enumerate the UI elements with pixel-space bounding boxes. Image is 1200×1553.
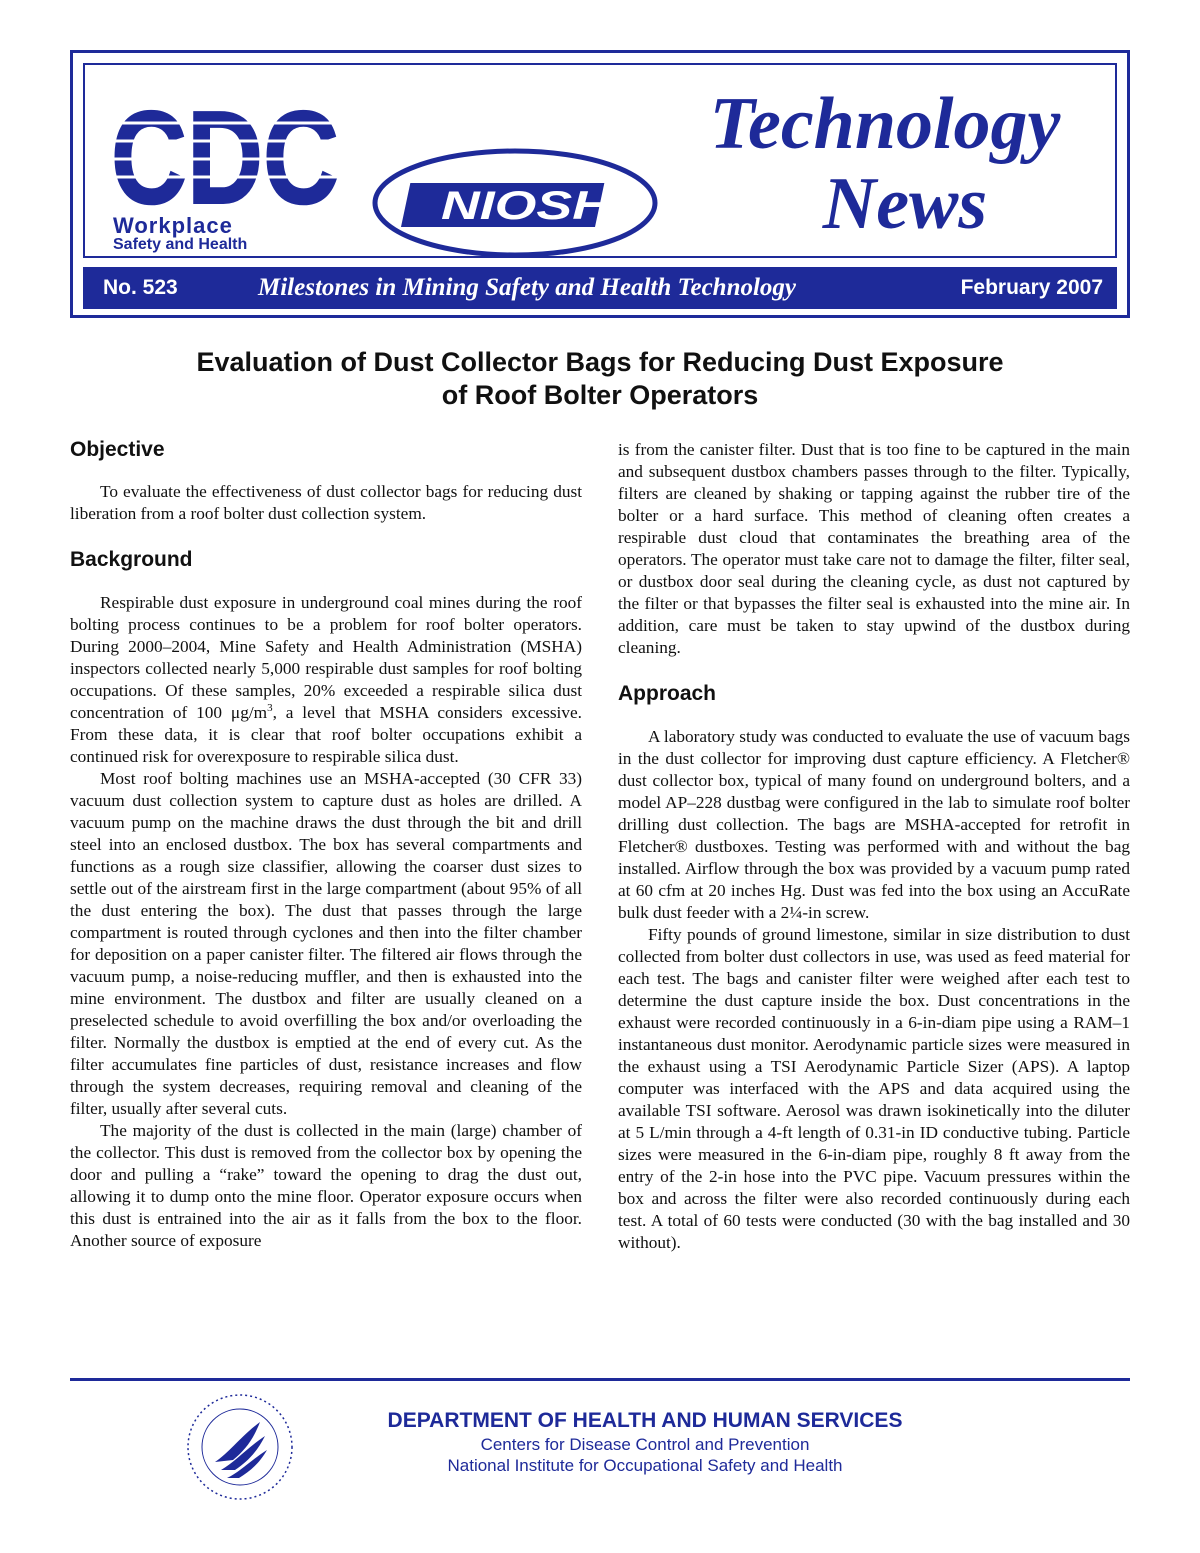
workplace-safety-label (113, 215, 247, 253)
background-paragraph-1 (70, 592, 582, 768)
masthead (70, 50, 1130, 318)
background-p1-text-b: , a level that MSHA considers excessive. From these data, it is clear that roof bolter occupations exhibit a continued risk for overexposure to respirable silica dust. (70, 703, 582, 766)
footer-cdc: Centers for Disease Control and Prevention (480, 1435, 810, 1455)
svg-text:NIOSH: NIOSH (441, 184, 613, 228)
footer-department: DEPARTMENT OF HEALTH AND HUMAN SERVICES (387, 1409, 903, 1432)
article-title (70, 346, 1130, 412)
footer-niosh: National Institute for Occupational Safety and Health (447, 1455, 843, 1475)
background-p1-text-a: Respirable dust exposure in underground coal mines during the roof bolting process continues to be a problem for roof bolter operators. During 2000–2004, Mine Safety and Health Administration (MSHA) inspectors collected nearly 5,000 respirable dust samples for roof bolting occupations. Of these samples, 20% exceeded a respirable silica dust concentration of 100 μg/m (70, 593, 582, 722)
tagline: Milestones in Mining Safety and Health Technology (258, 274, 797, 301)
objective-paragraph: To evaluate the effectiveness of dust collector bags for reducing dust liberation from a roof bolter dust collection system. (70, 482, 582, 523)
background-paragraph-3-continued: is from the canister filter. Dust that is too fine to be captured in the main and subsequent dustbox chambers passes through to the filter. Typically, filters are cleaned by shaking or tapping against the rubber tire of the bolter or a hard surface. This method of cleaning often creates a respirable dust cloud that contaminates the breathing area of the operators. The operator must take care not to damage the filter, filter seal, or dustbox door seal during the cleaning cycle, as dust not captured by the filter or that bypasses the filter seal is exhausted into the mine air. In addition, care must be taken to stay upwind of the dustbox during cleaning. (618, 440, 1130, 657)
objective-heading: Objective (70, 438, 165, 461)
footer-divider (70, 1378, 1130, 1381)
cdc-logo (109, 95, 341, 219)
article-title-line2: of Roof Bolter Operators (441, 380, 759, 410)
approach-paragraph-2: Fifty pounds of ground limestone, similar in size distribution to dust collected from bolter dust collectors in use, was used as feed material for each test. The bags and canister filter were weighed after each test to determine the dust capture inside the box. Dust concentrations in the exhaust were recorded continuously in a 6-in-diam pipe using a RAM–1 instantaneous dust monitor. Aerodynamic particle sizes were measured in the exhaust using a TSI Aerodynamic Particle Sizer (APS). A laptop computer was interfaced with the APS and data acquired using the available TSI software. Aerosol was drawn isokinetically into the diluter at 5 L/min through a 4-ft length of 0.31-in ID conductive tubing. Particle sizes were measured in the 6-in-diam pipe, roughly 8 ft away from the entry of the 2-in hose into the PVC pipe. Vacuum pressures within the box and across the filter were also recorded continuously during each test. A total of 60 tests were conducted (30 with the bag installed and 30 without). (618, 925, 1130, 1252)
article-title-line1: Evaluation of Dust Collector Bags for Reducing Dust Exposure (196, 347, 1004, 377)
left-column (70, 436, 582, 1252)
background-paragraph-3: The majority of the dust is collected in the main (large) chamber of the collector. This dust is removed from the collector box by opening the door and pulling a “rake” toward the opening to drag the dust out, allowing it to dump onto the mine floor. Operator exposure occurs when this dust is entrained into the air as it falls from the box to the floor. Another source of exposure (70, 1121, 582, 1250)
niosh-logo (370, 147, 660, 259)
title-news: News (822, 163, 988, 245)
issue-number: No. 523 (103, 276, 178, 299)
background-heading: Background (70, 548, 193, 571)
masthead-bar (83, 267, 1117, 309)
workplace-line2: Safety and Health (113, 236, 248, 253)
background-paragraph-2: Most roof bolting machines use an MSHA-accepted (30 CFR 33) vacuum dust collection system to capture dust as holes are drilled. A vacuum pump on the machine draws the dust through the bit and drill steel into an enclosed dustbox. The box has several compartments and functions as a rough size classifier, allowing the coarser dust sizes to settle out of the airstream first in the large compartment (about 95% of all the dust entering the box). The dust that passes through the large compartment is routed through cyclones and then into the filter chamber for deposition on a paper canister filter. The filtered air flows through the vacuum pump, a noise-reducing muffler, and then is exhausted into the mine environment. The dustbox and filter are usually cleaned on a preselected schedule to avoid overfilling the box and/or overloading the filter. Normally the dustbox is emptied at the end of every cut. As the filter accumulates fine particles of dust, resistance increases and flow through the system decreases, requiring removal and cleaning of the filter, usually after several cuts. (70, 769, 582, 1118)
workplace-line1: Workplace (113, 213, 233, 238)
approach-paragraph-1: A laboratory study was conducted to evaluate the use of vacuum bags in the dust collector for improving dust capture efficiency. A Fletcher® dust collector box, typical of many found on underground bolters, and a model AP–228 dustbag were configured in the lab to simulate roof bolter drilling dust collection. The bags are MSHA-accepted for retrofit in Fletcher® dustboxes. Testing was performed with and without the bag installed. Airflow through the box was provided by a vacuum pump rated at 60 cfm at 20 inches Hg. Dust was fed into the box using an AccuRate bulk dust feeder with a 2¼-in screw. (618, 727, 1130, 922)
issue-date: February 2007 (960, 276, 1103, 299)
background-p1-superscript: 3 (267, 702, 273, 715)
approach-heading: Approach (618, 682, 717, 705)
hhs-eagle-seal-icon (185, 1392, 295, 1502)
right-column (618, 436, 1130, 1254)
technology-news-title (655, 83, 1115, 245)
masthead-logo-area (83, 63, 1117, 258)
svg-text:CDC: CDC (111, 95, 339, 219)
footer-text (345, 1408, 945, 1476)
title-technology: Technology (709, 83, 1061, 165)
